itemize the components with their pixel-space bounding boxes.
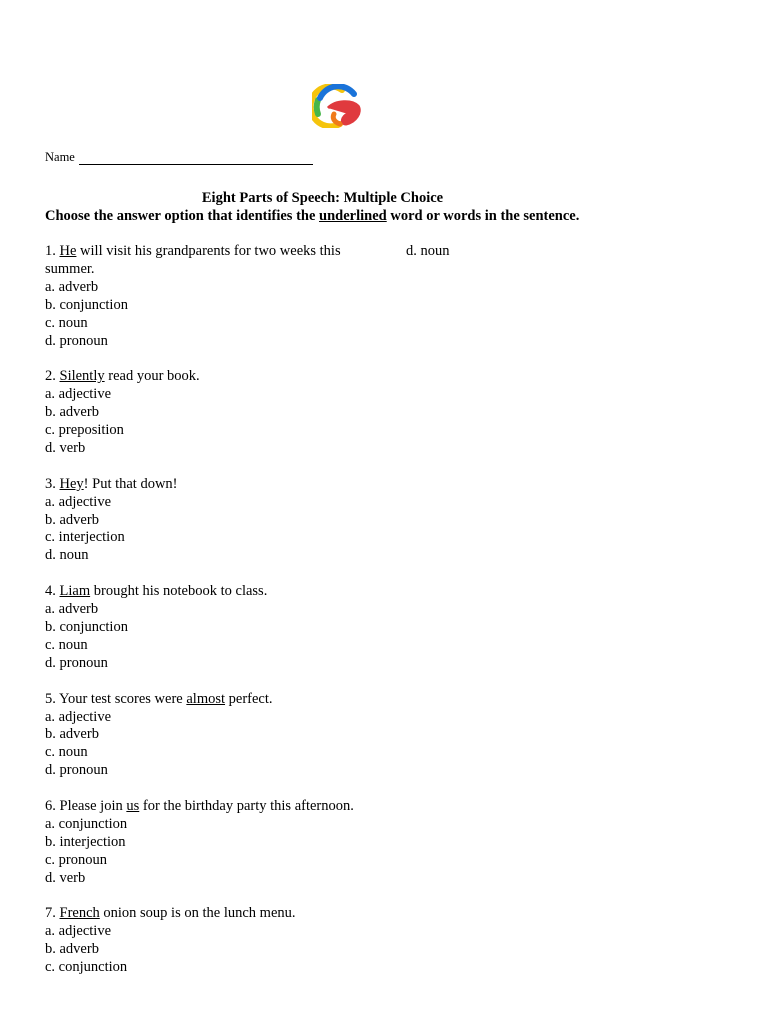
question-text: [45, 691, 363, 709]
question-text: [45, 583, 363, 601]
answer-option[interactable]: c. interjection: [45, 529, 125, 546]
answer-option[interactable]: b. adverb: [45, 511, 99, 528]
answer-option[interactable]: a. adverb: [45, 278, 99, 295]
answer-option[interactable]: a. adverb: [45, 601, 99, 618]
question-text: [45, 798, 363, 816]
answer-option[interactable]: d. verb: [45, 439, 86, 456]
question-text: [45, 243, 363, 279]
question-number: 5.: [45, 690, 56, 707]
question-number: 4.: [45, 583, 56, 600]
answer-option[interactable]: c. conjunction: [45, 959, 128, 976]
instructions-underlined: underlined: [319, 208, 387, 224]
question-number: 1.: [45, 243, 56, 259]
underlined-word: Hey: [59, 475, 84, 492]
question-text-after: will visit his grandparents for two weeks this summer.: [45, 243, 341, 277]
question-text-after: onion soup is on the lunch menu.: [99, 905, 296, 922]
answer-option[interactable]: b. conjunction: [45, 618, 128, 635]
answer-option[interactable]: b. interjection: [45, 833, 126, 850]
name-row: [45, 150, 313, 165]
side-note: d. noun: [406, 243, 450, 259]
instructions-text: Choose the answer option that identifies the: [45, 208, 320, 224]
question-4: [45, 583, 363, 673]
answer-option[interactable]: b. adverb: [45, 404, 99, 421]
answer-option[interactable]: c. noun: [45, 314, 88, 331]
answer-option[interactable]: b. conjunction: [45, 296, 128, 313]
answer-option[interactable]: d. pronoun: [45, 762, 108, 779]
name-blank-line[interactable]: [79, 151, 313, 165]
answer-option[interactable]: c. noun: [45, 636, 88, 653]
underlined-word: us: [126, 798, 140, 815]
answer-option[interactable]: a. adjective: [45, 493, 112, 510]
question-text: [45, 368, 363, 386]
question-text-before: Please join: [55, 798, 127, 815]
question-5: [45, 691, 363, 781]
question-text: [45, 476, 363, 494]
underlined-word: French: [59, 905, 100, 922]
answer-option[interactable]: b. adverb: [45, 726, 99, 743]
underlined-word: Silently: [59, 368, 105, 385]
question-text-before: Your test scores were: [55, 690, 187, 707]
answer-option[interactable]: a. adjective: [45, 386, 112, 403]
underlined-word: He: [59, 243, 77, 259]
question-1: [45, 243, 363, 350]
question-list: [45, 243, 363, 995]
question-7: [45, 905, 363, 977]
question-3: [45, 476, 363, 566]
name-label: Name: [45, 150, 75, 164]
answer-option[interactable]: c. pronoun: [45, 851, 108, 868]
question-number: 7.: [45, 905, 56, 922]
question-text: [45, 905, 363, 923]
instructions-text-end: word or words in the sentence.: [386, 208, 580, 224]
underlined-word: Liam: [59, 583, 91, 600]
answer-option[interactable]: b. adverb: [45, 941, 99, 958]
answer-option[interactable]: a. adjective: [45, 923, 112, 940]
worksheet-title: Eight Parts of Speech: Multiple Choice: [201, 190, 444, 206]
instructions: [45, 208, 579, 225]
answer-option[interactable]: d. noun: [45, 547, 89, 564]
answer-option[interactable]: c. preposition: [45, 422, 124, 439]
question-text-after: for the birthday party this afternoon.: [139, 798, 354, 815]
question-text-after: ! Put that down!: [83, 475, 178, 492]
answer-option[interactable]: a. adjective: [45, 708, 112, 725]
question-number: 2.: [45, 368, 56, 385]
answer-option[interactable]: c. noun: [45, 744, 88, 761]
circular-swirl-logo-icon: [312, 84, 364, 128]
question-text-after: read your book.: [104, 368, 200, 385]
question-number: 6.: [45, 798, 56, 815]
answer-option[interactable]: a. conjunction: [45, 815, 128, 832]
answer-option[interactable]: d. pronoun: [45, 332, 108, 349]
question-2: [45, 368, 363, 458]
question-6: [45, 798, 363, 888]
underlined-word: almost: [186, 690, 226, 707]
question-text-after: brought his notebook to class.: [90, 583, 268, 600]
answer-option[interactable]: d. pronoun: [45, 654, 108, 671]
answer-option[interactable]: d. verb: [45, 869, 86, 886]
question-number: 3.: [45, 475, 56, 492]
question-text-after: perfect.: [225, 690, 273, 707]
